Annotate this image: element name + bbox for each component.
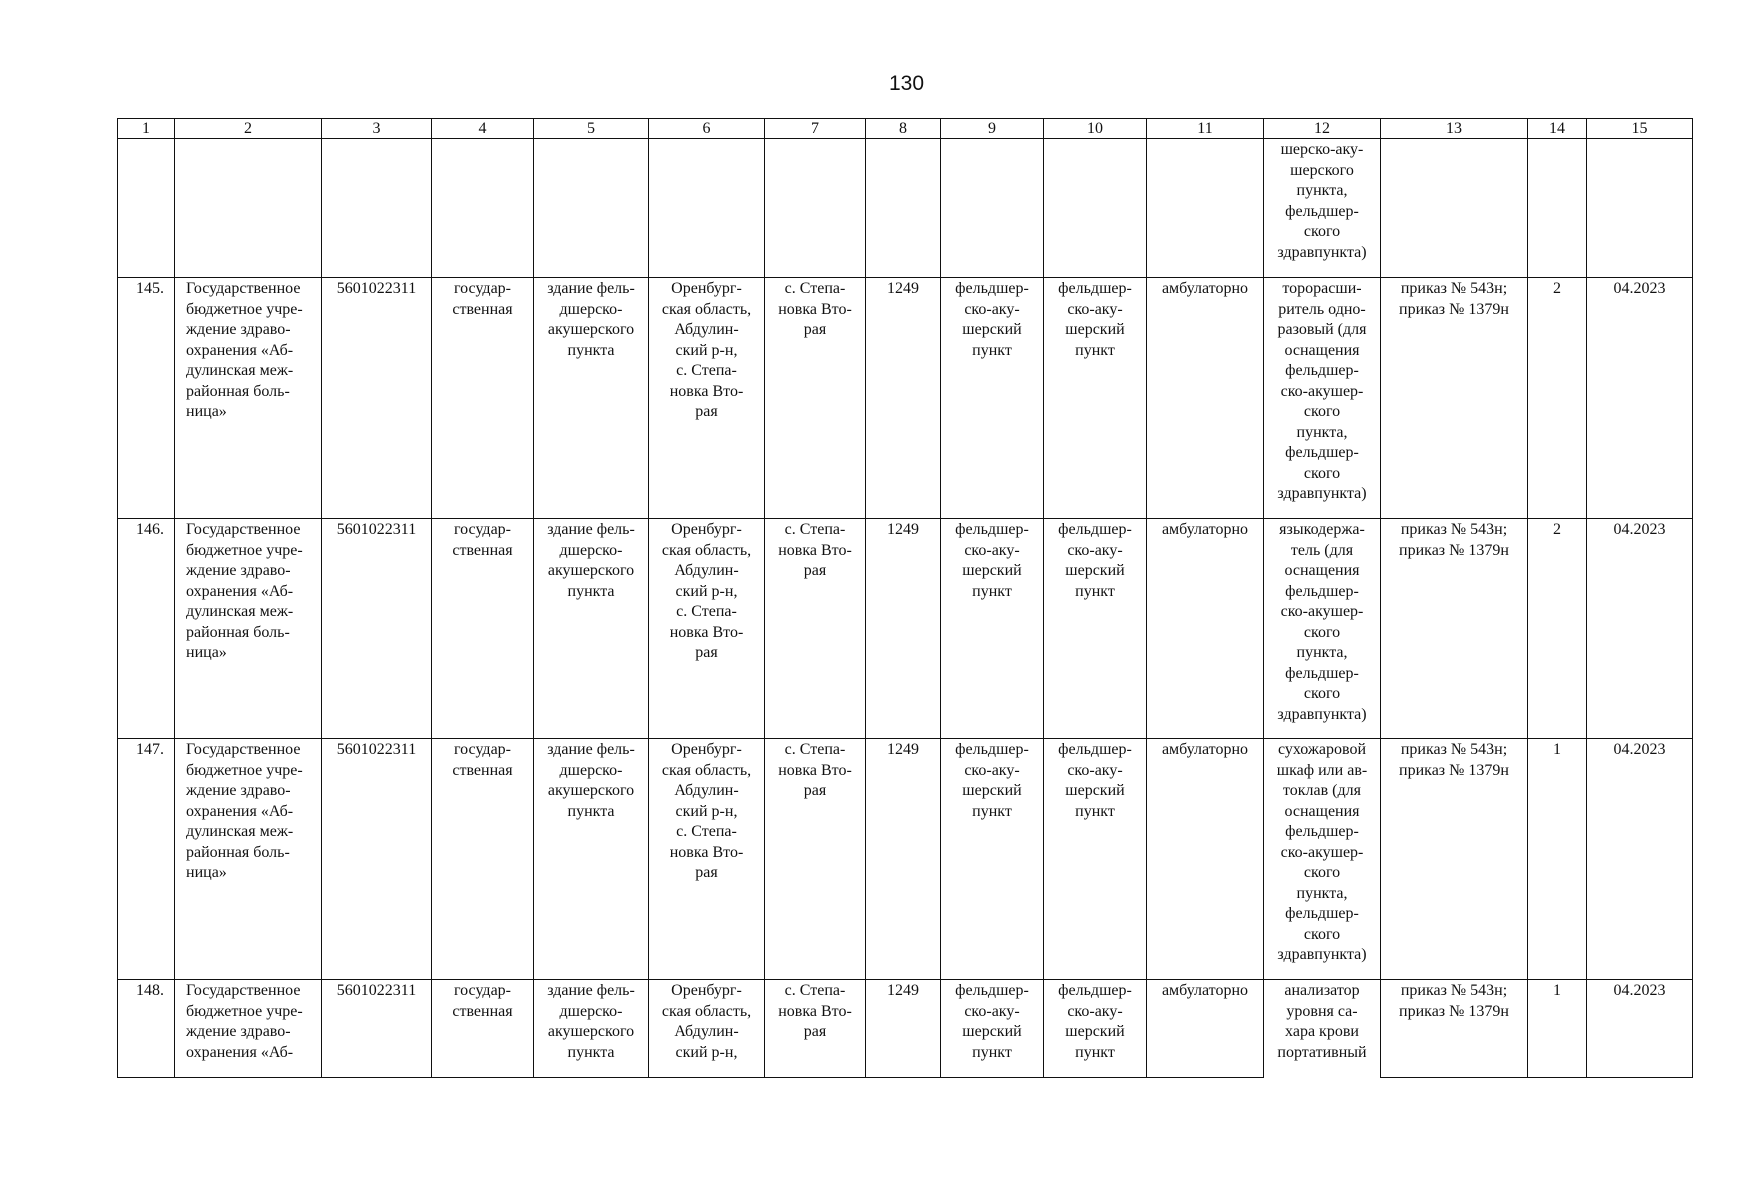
table-cell bbox=[534, 139, 649, 278]
table-cell: шерско-аку- шерского пункта, фельдшер- ского здравпункта) bbox=[1264, 139, 1381, 278]
address-cell: Оренбург- ская область, Абдулин- ский р-н, с. Степа- новка Вто- рая bbox=[649, 519, 765, 739]
table-cell: с. Степа- новка Вто- рая bbox=[765, 980, 866, 1078]
column-header: 2 bbox=[175, 119, 322, 139]
table-cell bbox=[941, 139, 1044, 278]
column-header: 15 bbox=[1587, 119, 1693, 139]
table-cell bbox=[322, 139, 432, 278]
table-cell bbox=[1381, 139, 1528, 278]
column-header: 6 bbox=[649, 119, 765, 139]
column-header: 13 bbox=[1381, 119, 1528, 139]
table-cell bbox=[432, 139, 534, 278]
order-cell: приказ № 543н; приказ № 1379н bbox=[1381, 278, 1528, 519]
equipment-cell: торорасши- ритель одно- разовый (для оснащения фельдшер- ско-акушер- ского пункта, фельдшер- ского здравпункта) bbox=[1264, 278, 1381, 519]
equipment-cell: языкодержа- тель (для оснащения фельдшер- ско-акушер- ского пункта, фельдшер- ского здравпункта) bbox=[1264, 519, 1381, 739]
table-cell: с. Степа- новка Вто- рая bbox=[765, 278, 866, 519]
table-cell bbox=[1528, 139, 1587, 278]
organization-cell: Государственное бюджетное учре- ждение здраво- охранения «Аб- дулинская меж- районная боль- ница» bbox=[175, 519, 322, 739]
table-cell: здание фель- дшерско- акушерского пункта bbox=[534, 278, 649, 519]
row-number: 148. bbox=[118, 980, 175, 1078]
inn-cell: 5601022311 bbox=[322, 278, 432, 519]
table-cell: фельдшер- ско-аку- шерский пункт bbox=[941, 278, 1044, 519]
column-header: 8 bbox=[866, 119, 941, 139]
table-cell: здание фель- дшерско- акушерского пункта bbox=[534, 980, 649, 1078]
table-cell: государ- ственная bbox=[432, 278, 534, 519]
page-number: 130 bbox=[888, 72, 925, 95]
column-header: 7 bbox=[765, 119, 866, 139]
table-cell: 1249 bbox=[866, 519, 941, 739]
table-row bbox=[118, 739, 1693, 980]
table-cell: амбулаторно bbox=[1147, 980, 1264, 1078]
table-cell bbox=[1044, 139, 1147, 278]
column-header: 12 bbox=[1264, 119, 1381, 139]
table-cell bbox=[1587, 139, 1693, 278]
table-cell bbox=[649, 139, 765, 278]
organization-cell: Государственное бюджетное учре- ждение здраво- охранения «Аб- дулинская меж- районная боль- ница» bbox=[175, 278, 322, 519]
organization-cell: Государственное бюджетное учре- ждение здраво- охранения «Аб- дулинская меж- районная боль- ница» bbox=[175, 739, 322, 980]
table-cell bbox=[1147, 139, 1264, 278]
column-header: 4 bbox=[432, 119, 534, 139]
column-header: 14 bbox=[1528, 119, 1587, 139]
date-cell: 04.2023 bbox=[1587, 519, 1693, 739]
column-header: 5 bbox=[534, 119, 649, 139]
table-cell: 1249 bbox=[866, 980, 941, 1078]
table-row bbox=[118, 139, 1693, 278]
table-cell: амбулаторно bbox=[1147, 519, 1264, 739]
date-cell: 04.2023 bbox=[1587, 739, 1693, 980]
data-table bbox=[117, 118, 1693, 1078]
table-cell: государ- ственная bbox=[432, 980, 534, 1078]
order-cell: приказ № 543н; приказ № 1379н bbox=[1381, 519, 1528, 739]
table-row bbox=[118, 519, 1693, 739]
row-number: 146. bbox=[118, 519, 175, 739]
row-number: 145. bbox=[118, 278, 175, 519]
table-row bbox=[118, 278, 1693, 519]
column-header: 1 bbox=[118, 119, 175, 139]
table-cell: фельдшер- ско-аку- шерский пункт bbox=[1044, 519, 1147, 739]
equipment-cell: сухожаровой шкаф или ав- токлав (для оснащения фельдшер- ско-акушер- ского пункта, фельдшер- ского здравпункта) bbox=[1264, 739, 1381, 980]
table-cell: фельдшер- ско-аку- шерский пункт bbox=[1044, 278, 1147, 519]
inn-cell: 5601022311 bbox=[322, 739, 432, 980]
table-row bbox=[118, 980, 1693, 1078]
table-cell: амбулаторно bbox=[1147, 739, 1264, 980]
inn-cell: 5601022311 bbox=[322, 980, 432, 1078]
table-cell: 1249 bbox=[866, 739, 941, 980]
row-number: 147. bbox=[118, 739, 175, 980]
address-cell: Оренбург- ская область, Абдулин- ский р-н, с. Степа- новка Вто- рая bbox=[649, 739, 765, 980]
table-cell: амбулаторно bbox=[1147, 278, 1264, 519]
quantity-cell: 1 bbox=[1528, 980, 1587, 1078]
quantity-cell: 2 bbox=[1528, 519, 1587, 739]
table-cell bbox=[765, 139, 866, 278]
table-cell: фельдшер- ско-аку- шерский пункт bbox=[941, 519, 1044, 739]
date-cell: 04.2023 bbox=[1587, 980, 1693, 1078]
equipment-cell: анализатор уровня са- хара крови портативный bbox=[1264, 980, 1381, 1078]
table-cell: государ- ственная bbox=[432, 739, 534, 980]
table-cell: фельдшер- ско-аку- шерский пункт bbox=[941, 739, 1044, 980]
organization-cell: Государственное бюджетное учре- ждение здраво- охранения «Аб- bbox=[175, 980, 322, 1078]
column-header: 10 bbox=[1044, 119, 1147, 139]
table-cell: фельдшер- ско-аку- шерский пункт bbox=[1044, 980, 1147, 1078]
quantity-cell: 2 bbox=[1528, 278, 1587, 519]
date-cell: 04.2023 bbox=[1587, 278, 1693, 519]
table-cell: 1249 bbox=[866, 278, 941, 519]
table-header-row bbox=[118, 119, 1693, 139]
address-cell: Оренбург- ская область, Абдулин- ский р-н, с. Степа- новка Вто- рая bbox=[649, 278, 765, 519]
order-cell: приказ № 543н; приказ № 1379н bbox=[1381, 980, 1528, 1078]
inn-cell: 5601022311 bbox=[322, 519, 432, 739]
address-cell: Оренбург- ская область, Абдулин- ский р-н, bbox=[649, 980, 765, 1078]
table-cell bbox=[175, 139, 322, 278]
table-cell: фельдшер- ско-аку- шерский пункт bbox=[941, 980, 1044, 1078]
table-cell: фельдшер- ско-аку- шерский пункт bbox=[1044, 739, 1147, 980]
column-header: 11 bbox=[1147, 119, 1264, 139]
table-cell bbox=[118, 139, 175, 278]
column-header: 3 bbox=[322, 119, 432, 139]
table-cell: с. Степа- новка Вто- рая bbox=[765, 519, 866, 739]
table-cell: здание фель- дшерско- акушерского пункта bbox=[534, 739, 649, 980]
table-cell bbox=[866, 139, 941, 278]
column-header: 9 bbox=[941, 119, 1044, 139]
table-cell: с. Степа- новка Вто- рая bbox=[765, 739, 866, 980]
table-cell: государ- ственная bbox=[432, 519, 534, 739]
order-cell: приказ № 543н; приказ № 1379н bbox=[1381, 739, 1528, 980]
quantity-cell: 1 bbox=[1528, 739, 1587, 980]
table-cell: здание фель- дшерско- акушерского пункта bbox=[534, 519, 649, 739]
